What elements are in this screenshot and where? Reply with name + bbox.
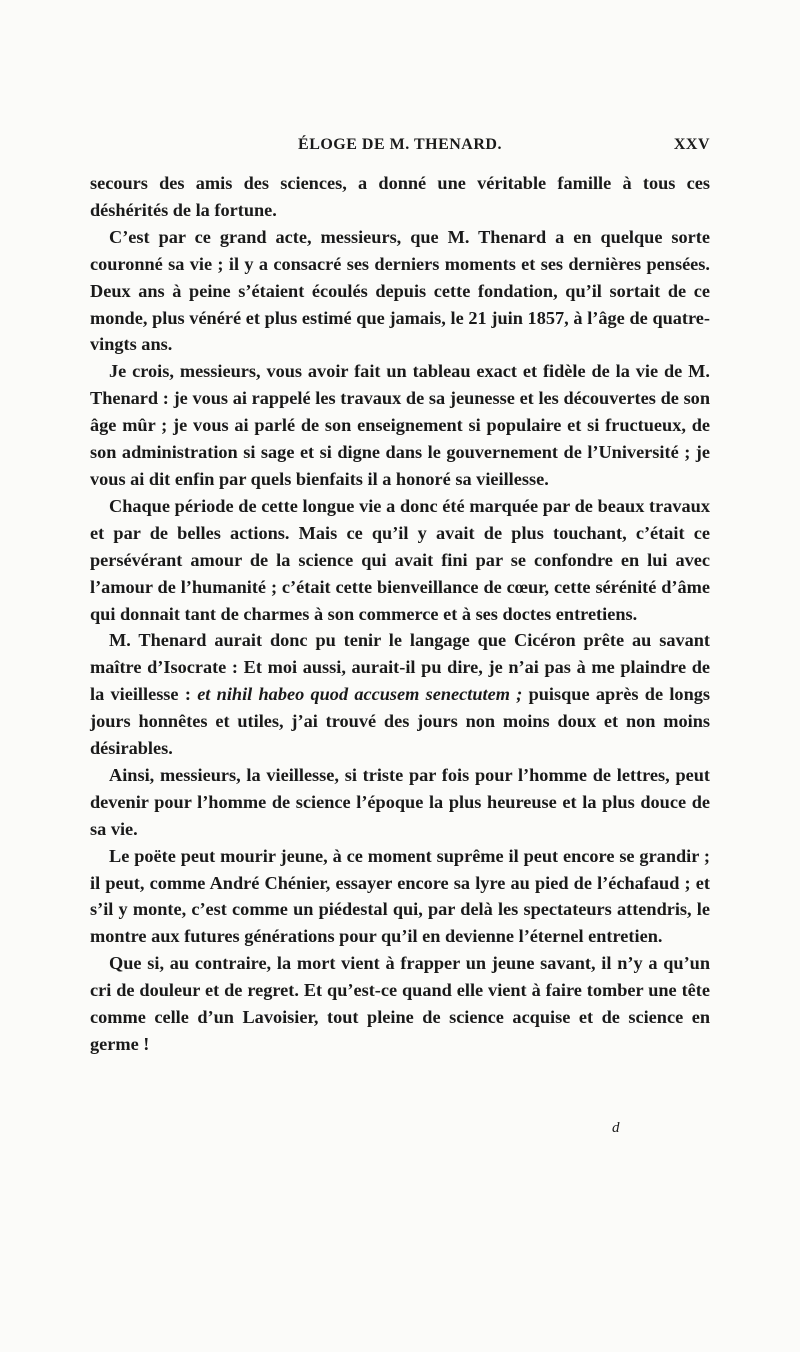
signature-mark: d bbox=[612, 1120, 620, 1136]
paragraph: Ainsi, messieurs, la vieillesse, si triste par fois pour l’homme de lettres, peut devenir pour l’homme de science l’époque la plus heureuse et la plus douce de sa vie. bbox=[90, 764, 710, 839]
page-number: XXV bbox=[673, 136, 710, 153]
body-text bbox=[90, 170, 710, 1058]
paragraph: M. Thenard aurait donc pu tenir le langage que Cicéron prête au savant maître d’Isocrate : Et moi aussi, aurait-il pu dire, je n’ai pas à me plaindre de la vieillesse : et nihil habeo quod accusem senectutem ; puisque après de longs jours honnêtes et utiles, j’ai trouvé des jours non moins doux et non moins désirables. bbox=[90, 630, 710, 759]
running-title: ÉLOGE DE M. THENARD. bbox=[298, 136, 502, 153]
latin-quotation: et nihil habeo quod accusem senectutem ; bbox=[197, 684, 523, 705]
paragraph: C’est par ce grand acte, messieurs, que M. Thenard a en quelque sorte couronné sa vie ; il y a consacré ses derniers moments et ses dernières pensées. Deux ans à peine s’étaient écoulés depuis cette fondation, qu’il sortait de ce monde, plus vénéré et plus estimé que jamais, le 21 juin 1857, à l’âge de quatre-vingts ans. bbox=[90, 226, 710, 355]
paragraph: Je crois, messieurs, vous avoir fait un tableau exact et fidèle de la vie de M. Thenard : je vous ai rappelé les travaux de sa jeunesse et les découvertes de son âge mûr ; je vous ai parlé de son enseignement si populaire et si fructueux, de son administration si sage et si digne dans le gouvernement de l’Université ; je vous ai dit enfin par quels bienfaits il a honoré sa vieillesse. bbox=[90, 361, 710, 489]
paragraph: Que si, au contraire, la mort vient à frapper un jeune savant, il n’y a qu’un cri de douleur et de regret. Et qu’est-ce quand elle vient à faire tomber une tête comme celle d’un Lavoisier, tout pleine de science acquise et de science en germe ! bbox=[90, 953, 710, 1054]
paragraph: secours des amis des sciences, a donné une véritable famille à tous ces déshérités de la fortune. bbox=[90, 173, 710, 220]
running-header bbox=[90, 136, 710, 160]
paragraph: Chaque période de cette longue vie a donc été marquée par de beaux travaux et par de belles actions. Mais ce qu’il y avait de plus touchant, c’était ce persévérant amour de la science qui avait fini par se confondre en lui avec l’amour de l’humanité ; c’était cette bienveillance de cœur, cette sérénité d’âme qui donnait tant de charmes à son commerce et à ses doctes entretiens. bbox=[90, 495, 710, 624]
paragraph: Le poëte peut mourir jeune, à ce moment suprême il peut encore se grandir ; il peut, comme André Chénier, essayer encore sa lyre au pied de l’échafaud ; et s’il y monte, c’est comme un piédestal qui, par delà les spectateurs attendris, le montre aux futures générations pour qu’il en devienne l’éternel entretien. bbox=[90, 845, 710, 947]
